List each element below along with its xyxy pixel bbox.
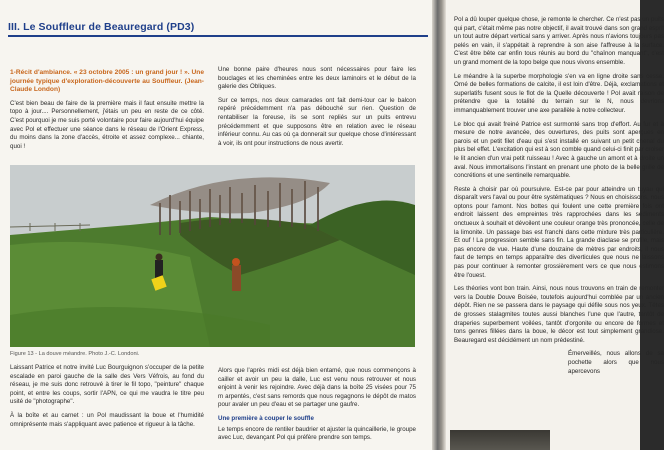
right-column bbox=[454, 16, 664, 381]
paragraph: Le temps encore de rentiler baudrier et ajuster la quincaillerie, le groupe avec Luc, devançant Pol qui préfère prendre son temps. bbox=[218, 425, 416, 442]
paragraph: Une bonne paire d'heures nous sont nécessaires pour faire les bouclages et les cheminées entre les deux laminoirs et le début de la galerie des Obliques. bbox=[218, 66, 416, 91]
paragraph: À la boîte et au carnet : un Pol maudissant la boue et l'humidité omniprésente mais s'appliquant avec patience et rigueur à la tâche. bbox=[10, 411, 204, 428]
section-subheading: Une première à couper le souffle bbox=[218, 414, 314, 422]
paragraph: Les théories vont bon train. Ainsi, nous nous trouvons en train de remonter vers la Double Douve Boisée, toutefois aujourd'hui comblée par un ancien dépôt. Rien ne se passera dans le paysage qui défile sous nos yeux. Têtes de grosses stalagmites toutes aussi blanches l'une que l'autre, tantôt de draperies superbement voilées, tantôt d'orgonite ou encore de formes et tons genres fillées dans la boue, le décor est tout simplement grandiose. Beauregard est décidément un nom prédestiné. bbox=[454, 285, 664, 344]
paragraph: Alors que l'après midi est déjà bien entamé, que nous commençons à cailler et avoir un peu la dalle, Luc est venu nous retrouver et nous enjoint à venir les rejoindre. Avec déjà dans la boîte 25 visées pour 75 m arpentés, c'est sans remords que nous regagnons le dépôt de matos pour avaler un peu d'eau et se partager une gaufre. bbox=[218, 367, 416, 409]
small-photo bbox=[450, 430, 550, 450]
paragraph: Le méandre à la superbe morphologie s'en va en ligne droite sans cesse. Orné de belles formations de calcite, il est loin d'être. Déjà, exclamations et superlatifs fusent sous le flot de la Quelle découverte ! Pol avait raison de prétendre que la totalité du terrain sur le N, nous devrions immanquablement trouver une axe parallèle à notre collecteur. bbox=[454, 72, 664, 114]
paragraph: Laissant Patrice et notre invité Luc Bourguignon s'occuper de la petite escalade en paroi gauche de la salle des Vers Véfrois, au fond du réseau, je me suis donc retrouvé à tirer le fil topo, "peinture" chaque point, et entre les coups, sortir l'APN, ce qui me vaudra le titre peu usité de "photographe". bbox=[10, 364, 204, 406]
cave-entrance-photo bbox=[10, 165, 415, 347]
chapter-title: III. Le Souffleur de Beauregard (PD3) bbox=[8, 21, 195, 33]
paragraph: Le bloc qui avait freiné Patrice est surmonté sans trop d'effort. Au fur et à mesure de notre avancée, des ouvertures, des puits sont aperçues en parois et un petit filet d'eau qui s'est installé en suivant un petit chenal du plus bel effet. L'excitation qui est à son comble quand celui-ci finit par croiser le lit ancien d'un vrai petit ruisseau ! Avec à gauche un amont et à droite un aval. Nous immortalisons l'instant en prenant une photo de la belle grille de concrétions et une sentinelle remarquable. bbox=[454, 120, 664, 180]
bottom-left-column bbox=[10, 364, 204, 434]
intro-paragraph: C'est bien beau de faire de la première mais il faut ensuite mettre la topo à jour.... Personnellement, j'étais un peu en reste de ce côté. C'est pourquoi je me suis porté volontaire pour faire aujourd'hui équipe avec Pol et effectuer une séance dans le réseau de l'Orient Express, du moins dans la zone d'accès, étroite et assez complexe... chiante, quoi ! bbox=[10, 99, 204, 150]
caver-figure bbox=[232, 265, 241, 291]
paragraph: Pol a dû louper quelque chose, je remonte le chercher. Ce n'est pas un puits qui part, c'était même pas notre objectif, il avait trouvé dans son grand esprit un tout autre départ vertical sans y arriver. Après nous n'avions toujours pas pelés en vain, il s'appétait à reprendre à son aise l'affreuse à la surface. C'est être bête car enfin tous réunis au bord du "chaînon manquant", c'est un grand moment de la topo belge que nous vivons ensemble. bbox=[454, 16, 664, 66]
chapter-rule bbox=[8, 35, 428, 37]
paragraph: Reste à choisir par où poursuivre. Est-ce par pour atteindre un tuyau qui disparaît vers l'aval ou pour être systématiques ? Nous en choisissons, nous optons pour l'amont. Nos bottes qui foulent une cette première fois ont endroit laissent des empreintes très rapprochées dans les sédiments onctueux à souhait et dévoilent une couleur orange très prononcée, celle de la limonite. Un passage bas est franchi dans cette mixture très particulière. Et ouf ! La progression semble sans fin. La grande diaclase se profile, mais pas encore de vue. Haute d'une douzaine de mètres par endroits, il nous faut de temps en temps apparaître des diverticules que nous ne laissons pas pour continuer à remonter grossièrement vers ce que nous estimons être l'ouest. bbox=[454, 185, 664, 279]
book-gutter bbox=[432, 0, 446, 450]
bottom-right-column bbox=[218, 367, 416, 448]
second-column bbox=[218, 66, 416, 153]
article-heading: 1-Récit d'ambiance. « 23 octobre 2005 : un grand jour ! ». Une journée typique d'exploration-découverte au Souffleur. (Jean-Claude London) bbox=[10, 69, 204, 94]
intro-column bbox=[10, 69, 204, 156]
photo-illustration bbox=[10, 165, 415, 347]
photo-caption: Figure 13 - La douve méandre. Photo J.-C. Londoni. bbox=[10, 351, 140, 357]
paragraph: Sur ce temps, nos deux camarades ont fait demi-tour car le balcon repéré précédemment n'a pas débouché sur rien. Question de rentabiliser la foreuse, ils se sont repliés sur un puits entrevu précédemment et que supposons être en relation avec le réseau inférieur connu. Au cas où ça donnerait sur quelque chose d'intéressant à voir, ils ont pour instructions de nous avertir. bbox=[218, 96, 416, 147]
right-page bbox=[446, 0, 664, 450]
paragraph: Émerveillés, nous allons de sa pochette alors que nous apercevons bbox=[568, 350, 664, 375]
